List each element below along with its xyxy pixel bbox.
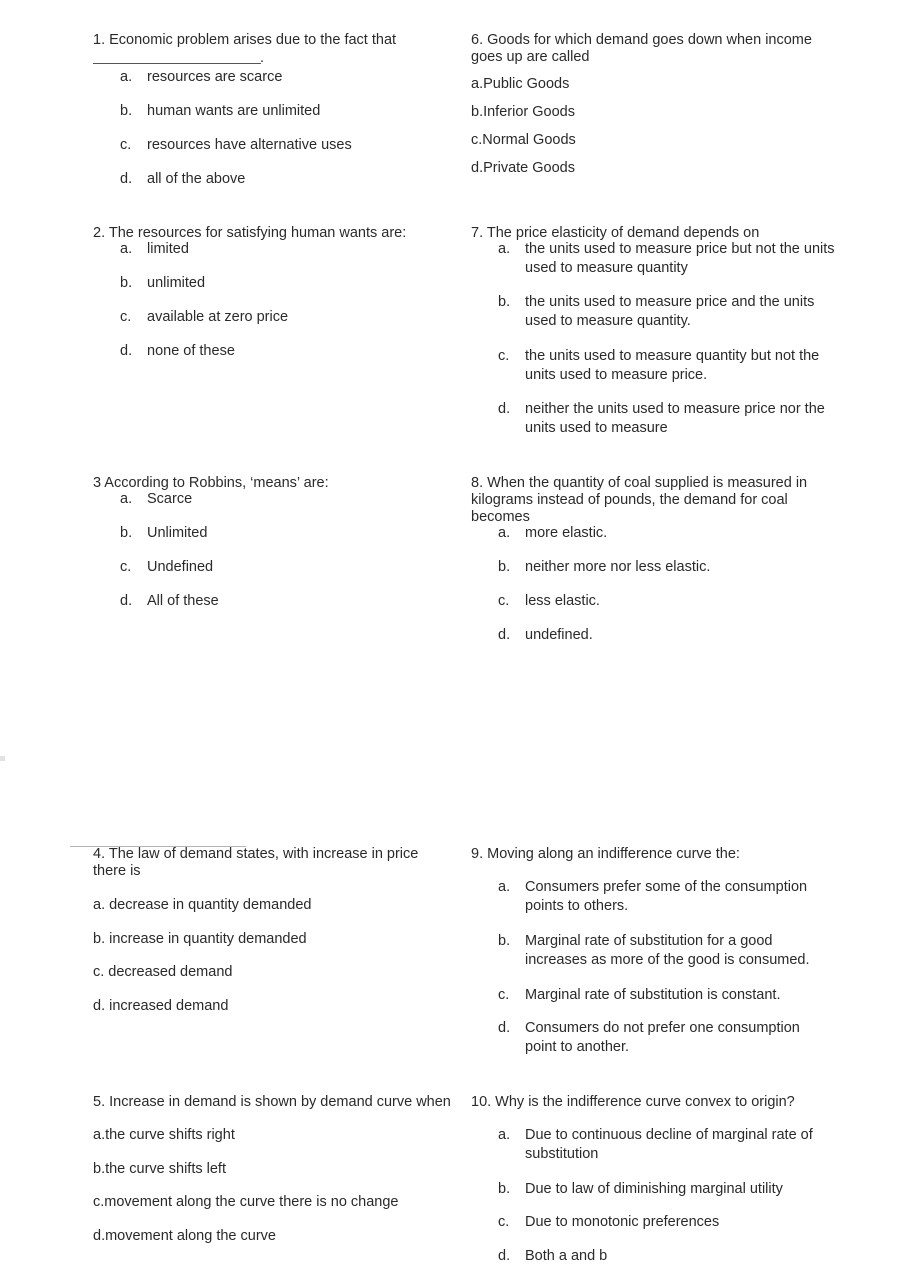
- option-letter: b.: [498, 933, 511, 949]
- option-text: none of these: [147, 343, 235, 359]
- option-letter: b.: [120, 525, 133, 541]
- option-text: unlimited: [147, 275, 206, 291]
- option-letter: d.: [498, 1020, 511, 1036]
- option-letter: a.: [498, 1127, 511, 1143]
- option-letter: b.: [120, 275, 133, 291]
- option-text: limited: [147, 241, 189, 257]
- option-text: Due to law of diminishing marginal utility: [525, 1181, 783, 1197]
- option-letter: c.: [498, 348, 510, 364]
- option-letter: a.: [120, 491, 133, 507]
- option-letter: d.: [498, 1248, 511, 1264]
- question-1-stem: 1. Economic problem arises due to the fact that: [93, 32, 397, 48]
- question-5-option-a[interactable]: a.the curve shifts right: [93, 1127, 235, 1143]
- option-text: Both a and b: [525, 1248, 608, 1264]
- option-letter: b.: [120, 103, 133, 119]
- option-text: human wants are unlimited: [147, 103, 321, 119]
- question-5-option-b[interactable]: b.the curve shifts left: [93, 1161, 226, 1177]
- option-text: Scarce: [147, 491, 193, 507]
- option-text: Unlimited: [147, 525, 208, 541]
- question-9-stem: 9. Moving along an indifference curve the:: [471, 846, 740, 862]
- question-5-stem: 5. Increase in demand is shown by demand curve when: [93, 1094, 451, 1110]
- option-letter: d.: [120, 343, 133, 359]
- question-4-stem: 4. The law of demand states, with increase in price there is: [93, 846, 419, 879]
- option-letter: b.: [498, 294, 511, 310]
- option-letter: c.: [120, 309, 132, 325]
- option-text: neither more nor less elastic.: [525, 559, 711, 575]
- question-7-stem: 7. The price elasticity of demand depends on: [471, 225, 760, 241]
- option-letter: b.: [498, 1181, 511, 1197]
- option-text: Consumers prefer some of the consumption points to others.: [525, 879, 808, 914]
- option-text: Undefined: [147, 559, 214, 575]
- question-10-stem: 10. Why is the indifference curve convex to origin?: [471, 1094, 795, 1110]
- option-letter: a.: [120, 241, 133, 257]
- question-8-stem: 8. When the quantity of coal supplied is measured in kilograms instead of pounds, the demand for coal becomes: [471, 475, 808, 525]
- option-letter: b.: [498, 559, 511, 575]
- option-text: Marginal rate of substitution is constant.: [525, 987, 781, 1003]
- option-text: available at zero price: [147, 309, 289, 325]
- option-letter: a.: [120, 69, 133, 85]
- option-text: resources are scarce: [147, 69, 283, 85]
- option-letter: a.: [498, 241, 511, 257]
- option-letter: a.: [498, 525, 511, 541]
- option-text: All of these: [147, 593, 219, 609]
- option-letter: c.: [498, 1214, 510, 1230]
- question-1-blank-period: .: [260, 50, 265, 66]
- question-6-option-a[interactable]: a.Public Goods: [471, 76, 570, 92]
- option-letter: d.: [498, 401, 511, 417]
- question-6-option-d[interactable]: d.Private Goods: [471, 160, 575, 176]
- question-5-option-d[interactable]: d.movement along the curve: [93, 1228, 276, 1244]
- question-6-stem: 6. Goods for which demand goes down when income goes up are called: [471, 32, 812, 65]
- option-text: less elastic.: [525, 593, 600, 609]
- option-text: more elastic.: [525, 525, 608, 541]
- question-3-stem: 3 According to Robbins, ‘means’ are:: [93, 475, 329, 491]
- option-text: Due to monotonic preferences: [525, 1214, 720, 1230]
- option-text: the units used to measure price and the units used to measure quantity.: [525, 294, 815, 329]
- option-text: Due to continuous decline of marginal rate of substitution: [525, 1127, 813, 1162]
- option-letter: a.: [498, 879, 511, 895]
- question-5-option-c[interactable]: c.movement along the curve there is no change: [93, 1194, 399, 1210]
- question-6-option-b[interactable]: b.Inferior Goods: [471, 104, 575, 120]
- question-6-option-c[interactable]: c.Normal Goods: [471, 132, 576, 148]
- question-4-option-b[interactable]: b. increase in quantity demanded: [93, 931, 307, 947]
- option-letter: c.: [498, 593, 510, 609]
- option-text: Consumers do not prefer one consumption point to another.: [525, 1020, 800, 1055]
- option-text: all of the above: [147, 171, 246, 187]
- option-letter: c.: [498, 987, 510, 1003]
- option-letter: d.: [498, 627, 511, 643]
- question-4-option-c[interactable]: c. decreased demand: [93, 964, 233, 980]
- question-4-option-a[interactable]: a. decrease in quantity demanded: [93, 897, 312, 913]
- option-letter: d.: [120, 171, 133, 187]
- option-text: Marginal rate of substitution for a good increases as more of the good is consumed.: [525, 933, 810, 968]
- option-letter: c.: [120, 559, 132, 575]
- question-2-stem: 2. The resources for satisfying human wants are:: [93, 225, 407, 241]
- scan-artifact-dot: [0, 756, 5, 761]
- option-text: undefined.: [525, 627, 593, 643]
- question-4-option-d[interactable]: d. increased demand: [93, 998, 229, 1014]
- option-text: the units used to measure price but not the units used to measure quantity: [525, 241, 835, 276]
- option-text: resources have alternative uses: [147, 137, 352, 153]
- option-text: the units used to measure quantity but not the units used to measure price.: [525, 348, 820, 383]
- question-1-blank: [93, 63, 261, 64]
- option-text: neither the units used to measure price nor the units used to measure: [525, 401, 825, 436]
- option-letter: d.: [120, 593, 133, 609]
- option-letter: c.: [120, 137, 132, 153]
